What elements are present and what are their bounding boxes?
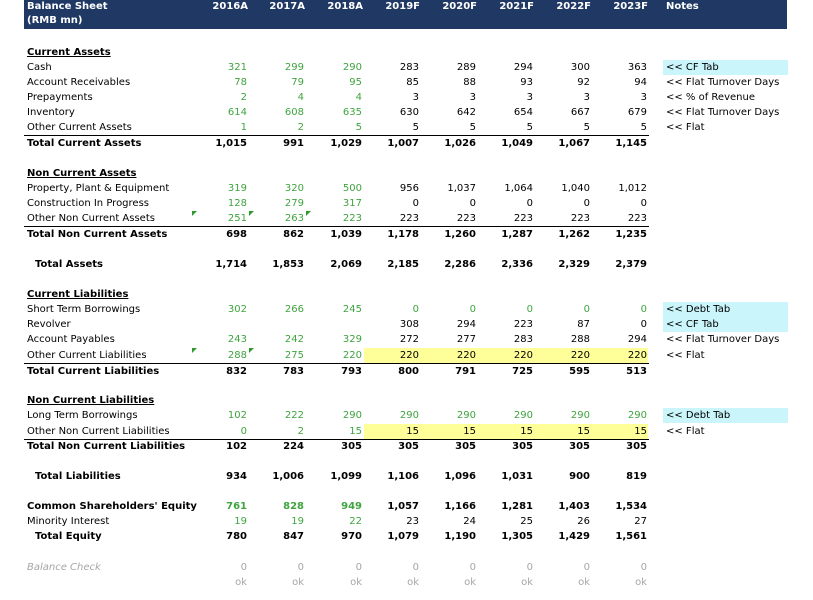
cell[interactable]: 0: [240, 562, 247, 573]
cell[interactable]: 4: [355, 92, 362, 103]
cell[interactable]: 294: [627, 334, 647, 345]
note-cell[interactable]: << Debt Tab: [663, 302, 788, 317]
cell[interactable]: 614: [227, 107, 247, 118]
cell[interactable]: 220: [513, 350, 533, 361]
cell[interactable]: 0: [640, 562, 647, 573]
cell[interactable]: 1,145: [615, 138, 647, 149]
cell[interactable]: 220: [570, 350, 590, 361]
cell[interactable]: 1,039: [330, 229, 362, 240]
cell[interactable]: 1,079: [387, 531, 419, 542]
cell[interactable]: 305: [455, 441, 476, 452]
cell[interactable]: 305: [341, 441, 362, 452]
note-cell[interactable]: << % of Revenue: [666, 92, 755, 103]
cell[interactable]: 243: [227, 334, 247, 345]
row-label: Balance Check: [27, 562, 101, 573]
cell[interactable]: 1,403: [558, 501, 590, 512]
row-other-non-current-assets[interactable]: [0, 211, 813, 226]
note-cell[interactable]: << Flat Turnover Days: [666, 107, 780, 118]
cell[interactable]: 102: [227, 410, 247, 421]
row-revolver[interactable]: [0, 317, 813, 332]
cell[interactable]: 1,281: [501, 501, 533, 512]
cell[interactable]: 1,026: [444, 138, 476, 149]
section-heading: [0, 45, 813, 60]
cell[interactable]: 1,057: [387, 501, 419, 512]
cell[interactable]: 5: [469, 122, 476, 133]
cell[interactable]: 0: [355, 562, 362, 573]
cell[interactable]: 949: [341, 501, 362, 512]
cell[interactable]: 0: [526, 198, 533, 209]
cell[interactable]: 277: [456, 334, 476, 345]
row-other-current-liabilities[interactable]: [0, 348, 813, 363]
cell[interactable]: 630: [399, 107, 419, 118]
row-label: Cash: [27, 62, 52, 73]
section-current-liabilities: Current Liabilities: [27, 289, 129, 300]
cell[interactable]: 222: [284, 410, 304, 421]
row-label: Common Shareholders' Equity: [27, 501, 197, 512]
cell[interactable]: 667: [570, 107, 590, 118]
row-common-shareholders-equity[interactable]: [0, 499, 813, 514]
cell[interactable]: 0: [583, 304, 590, 315]
cell[interactable]: 15: [406, 426, 419, 437]
row-short-term-borrowings[interactable]: [0, 302, 813, 317]
cell[interactable]: 2,329: [558, 259, 590, 270]
cell[interactable]: 1,714: [215, 259, 247, 270]
cell[interactable]: 5: [355, 122, 362, 133]
row-total-non-current-assets[interactable]: [0, 227, 813, 242]
cell[interactable]: 0: [526, 562, 533, 573]
row-other-current-assets[interactable]: [0, 120, 813, 135]
cell[interactable]: 290: [513, 410, 533, 421]
note-cell[interactable]: << CF Tab: [663, 317, 788, 332]
cell[interactable]: 0: [640, 319, 647, 330]
cell[interactable]: 780: [226, 531, 247, 542]
cell[interactable]: 0: [640, 198, 647, 209]
cell[interactable]: 1,260: [444, 229, 476, 240]
cell[interactable]: 93: [520, 77, 533, 88]
cell[interactable]: 1,190: [444, 531, 476, 542]
cell[interactable]: 289: [456, 62, 476, 73]
cell[interactable]: 1,037: [447, 183, 476, 194]
cell[interactable]: 15: [520, 426, 533, 437]
cell[interactable]: 608: [284, 107, 304, 118]
cell[interactable]: 1,012: [618, 183, 647, 194]
cell[interactable]: 1,015: [215, 138, 247, 149]
row-balance-ok[interactable]: [0, 575, 813, 590]
cell[interactable]: 251: [227, 213, 247, 224]
cell[interactable]: 783: [283, 366, 304, 377]
row-other-non-current-liabilities[interactable]: [0, 424, 813, 439]
note-cell[interactable]: << Flat: [666, 426, 705, 437]
row-label: Total Equity: [35, 531, 102, 542]
cell[interactable]: 1,099: [330, 471, 362, 482]
cell[interactable]: 308: [399, 319, 419, 330]
cell[interactable]: 266: [284, 304, 304, 315]
cell[interactable]: 294: [456, 319, 476, 330]
cell[interactable]: 305: [569, 441, 590, 452]
note-cell[interactable]: << Flat: [666, 122, 705, 133]
cell[interactable]: 15: [463, 426, 476, 437]
cell[interactable]: 275: [284, 350, 304, 361]
cell[interactable]: ok: [235, 577, 247, 588]
cell[interactable]: 288: [227, 350, 247, 361]
row-label: Other Non Current Assets: [27, 213, 155, 224]
cell[interactable]: 294: [513, 62, 533, 73]
row-balance-check[interactable]: [0, 560, 813, 575]
row-cash[interactable]: [0, 60, 813, 75]
cell[interactable]: 128: [227, 198, 247, 209]
cell[interactable]: 0: [240, 426, 247, 437]
cell[interactable]: 87: [577, 319, 590, 330]
cell[interactable]: 300: [570, 62, 590, 73]
row-label: Total Non Current Assets: [27, 229, 168, 240]
year-header: 2016A: [212, 1, 248, 12]
row-inventory[interactable]: [0, 105, 813, 120]
cell[interactable]: 223: [513, 213, 533, 224]
row-label: Total Current Liabilities: [27, 366, 160, 377]
cell[interactable]: 0: [297, 562, 304, 573]
cell[interactable]: 3: [640, 92, 647, 103]
year-header: 2021F: [499, 1, 534, 12]
cell[interactable]: 223: [399, 213, 419, 224]
cell[interactable]: 290: [456, 410, 476, 421]
cell[interactable]: 2,185: [387, 259, 419, 270]
row-label: Inventory: [27, 107, 75, 118]
cell[interactable]: 5: [583, 122, 590, 133]
cell[interactable]: 1,287: [501, 229, 533, 240]
cell[interactable]: 283: [399, 62, 419, 73]
cell[interactable]: 15: [349, 426, 362, 437]
cell[interactable]: 3: [526, 92, 533, 103]
cell[interactable]: 0: [412, 562, 419, 573]
cell[interactable]: 828: [283, 501, 304, 512]
cell[interactable]: 95: [349, 77, 362, 88]
row-total-non-current-liabilities[interactable]: [0, 439, 813, 454]
cell[interactable]: 283: [513, 334, 533, 345]
cell[interactable]: 223: [342, 213, 362, 224]
cell[interactable]: 0: [469, 304, 476, 315]
cell[interactable]: 27: [634, 516, 647, 527]
cell[interactable]: 1,029: [330, 138, 362, 149]
cell[interactable]: 23: [406, 516, 419, 527]
cell[interactable]: 1,235: [615, 229, 647, 240]
row-label: Minority Interest: [27, 516, 110, 527]
cell[interactable]: 1,166: [444, 501, 476, 512]
note-cell[interactable]: << Flat: [666, 350, 705, 361]
cell[interactable]: 832: [226, 366, 247, 377]
row-label: Total Liabilities: [35, 471, 121, 482]
row-label: Account Payables: [27, 334, 115, 345]
cell[interactable]: 15: [577, 426, 590, 437]
cell[interactable]: 679: [627, 107, 647, 118]
row-label: Revolver: [27, 319, 71, 330]
year-header: 2022F: [556, 1, 591, 12]
row-label: Property, Plant & Equipment: [27, 183, 170, 194]
sheet-unit: (RMB mn): [27, 15, 83, 26]
section-heading: [0, 166, 813, 181]
row-prepayments[interactable]: [0, 90, 813, 105]
row-total-current-assets[interactable]: [0, 136, 813, 151]
row-minority-interest[interactable]: [0, 514, 813, 529]
row-total-equity[interactable]: [0, 529, 813, 544]
cell[interactable]: 1,534: [615, 501, 647, 512]
cell[interactable]: 1,561: [615, 531, 647, 542]
cell[interactable]: 220: [627, 350, 647, 361]
row-total-liabilities[interactable]: [0, 469, 813, 484]
row-account-payables[interactable]: [0, 332, 813, 347]
section-heading: [0, 393, 813, 408]
cell[interactable]: 290: [342, 410, 362, 421]
cell[interactable]: 0: [412, 304, 419, 315]
cell[interactable]: 642: [456, 107, 476, 118]
row-label: Construction In Progress: [27, 198, 149, 209]
cell[interactable]: 2: [297, 122, 304, 133]
cell[interactable]: 2,069: [330, 259, 362, 270]
year-header: 2017A: [269, 1, 305, 12]
note-cell[interactable]: << Flat Turnover Days: [666, 77, 780, 88]
cell[interactable]: 847: [283, 531, 304, 542]
cell[interactable]: 19: [291, 516, 304, 527]
cell[interactable]: 290: [399, 410, 419, 421]
cell[interactable]: 279: [284, 198, 304, 209]
cell[interactable]: 2: [240, 92, 247, 103]
cell[interactable]: 319: [227, 183, 247, 194]
cell[interactable]: 635: [342, 107, 362, 118]
cell[interactable]: 5: [640, 122, 647, 133]
cell[interactable]: 1,064: [504, 183, 533, 194]
cell[interactable]: 2: [297, 426, 304, 437]
row-label: Total Current Assets: [27, 138, 142, 149]
note-cell[interactable]: << CF Tab: [663, 60, 788, 75]
cell[interactable]: 329: [342, 334, 362, 345]
cell[interactable]: 78: [234, 77, 247, 88]
cell[interactable]: 305: [398, 441, 419, 452]
cell[interactable]: 2,286: [444, 259, 476, 270]
cell[interactable]: 819: [626, 471, 647, 482]
cell[interactable]: 1,262: [558, 229, 590, 240]
cell[interactable]: 4: [297, 92, 304, 103]
cell[interactable]: 102: [226, 441, 247, 452]
cell[interactable]: 223: [627, 213, 647, 224]
cell[interactable]: 15: [634, 426, 647, 437]
cell[interactable]: 272: [399, 334, 419, 345]
cell[interactable]: 305: [512, 441, 533, 452]
row-label: Other Current Assets: [27, 122, 132, 133]
cell[interactable]: 0: [469, 198, 476, 209]
note-cell[interactable]: << Debt Tab: [663, 408, 788, 423]
cell[interactable]: 25: [520, 516, 533, 527]
cell[interactable]: 654: [513, 107, 533, 118]
cell[interactable]: 1,049: [501, 138, 533, 149]
cell[interactable]: 1,007: [387, 138, 419, 149]
row-construction-in-progress[interactable]: [0, 196, 813, 211]
section-non-current-assets: Non Current Assets: [27, 168, 137, 179]
cell[interactable]: 24: [463, 516, 476, 527]
year-header: 2020F: [442, 1, 477, 12]
cell[interactable]: 500: [342, 183, 362, 194]
cell[interactable]: 224: [283, 441, 304, 452]
cell[interactable]: 800: [398, 366, 419, 377]
section-non-current-liabilities: Non Current Liabilities: [27, 395, 155, 406]
cell[interactable]: 2,379: [615, 259, 647, 270]
cell[interactable]: ok: [521, 577, 533, 588]
cell[interactable]: 1,853: [272, 259, 304, 270]
cell[interactable]: 5: [526, 122, 533, 133]
row-ppe[interactable]: [0, 181, 813, 196]
cell[interactable]: 242: [284, 334, 304, 345]
cell[interactable]: 317: [342, 198, 362, 209]
row-total-current-liabilities[interactable]: [0, 364, 813, 379]
row-label: Total Non Current Liabilities: [27, 441, 186, 452]
row-label: Other Non Current Liabilities: [27, 426, 170, 437]
cell[interactable]: 1,006: [272, 471, 304, 482]
cell[interactable]: 79: [291, 77, 304, 88]
cell[interactable]: 5: [412, 122, 419, 133]
cell[interactable]: 956: [399, 183, 419, 194]
cell[interactable]: 1,031: [501, 471, 533, 482]
cell[interactable]: 290: [342, 62, 362, 73]
cell[interactable]: 791: [455, 366, 476, 377]
cell[interactable]: 0: [583, 198, 590, 209]
cell[interactable]: 88: [463, 77, 476, 88]
row-label: Total Assets: [35, 259, 103, 270]
cell[interactable]: 220: [342, 350, 362, 361]
cell[interactable]: 263: [284, 213, 304, 224]
cell[interactable]: 1,429: [558, 531, 590, 542]
cell[interactable]: 1: [240, 122, 247, 133]
cell[interactable]: 302: [227, 304, 247, 315]
cell[interactable]: 290: [627, 410, 647, 421]
year-header: 2019F: [385, 1, 420, 12]
cell[interactable]: ok: [350, 577, 362, 588]
cell[interactable]: ok: [464, 577, 476, 588]
cell[interactable]: 290: [570, 410, 590, 421]
cell[interactable]: ok: [292, 577, 304, 588]
cell[interactable]: ok: [407, 577, 419, 588]
section-current-assets: Current Assets: [27, 47, 111, 58]
cell[interactable]: 698: [226, 229, 247, 240]
row-label: Short Term Borrowings: [27, 304, 141, 315]
cell[interactable]: ok: [578, 577, 590, 588]
row-label: Other Current Liabilities: [27, 350, 147, 361]
cell[interactable]: 0: [526, 304, 533, 315]
cell[interactable]: 22: [349, 516, 362, 527]
cell[interactable]: 0: [412, 198, 419, 209]
cell[interactable]: 223: [570, 213, 590, 224]
cell[interactable]: 1,096: [444, 471, 476, 482]
section-heading: [0, 287, 813, 302]
cell[interactable]: 0: [469, 562, 476, 573]
sheet-title: Balance Sheet: [27, 1, 108, 12]
cell[interactable]: 761: [226, 501, 247, 512]
cell[interactable]: 3: [469, 92, 476, 103]
cell[interactable]: 321: [227, 62, 247, 73]
cell[interactable]: 94: [634, 77, 647, 88]
cell[interactable]: 223: [456, 213, 476, 224]
cell[interactable]: 595: [569, 366, 590, 377]
cell[interactable]: 970: [341, 531, 362, 542]
cell[interactable]: 862: [283, 229, 304, 240]
row-label: Account Receivables: [27, 77, 131, 88]
header-bar: [24, 0, 787, 29]
row-label: Prepayments: [27, 92, 93, 103]
year-header: 2023F: [613, 1, 648, 12]
cell[interactable]: 299: [284, 62, 304, 73]
cell[interactable]: 1,067: [558, 138, 590, 149]
cell[interactable]: 900: [569, 471, 590, 482]
cell[interactable]: 26: [577, 516, 590, 527]
cell[interactable]: 934: [226, 471, 247, 482]
cell[interactable]: 220: [456, 350, 476, 361]
cell[interactable]: 19: [234, 516, 247, 527]
cell[interactable]: 1,305: [501, 531, 533, 542]
cell[interactable]: 305: [626, 441, 647, 452]
cell[interactable]: 220: [399, 350, 419, 361]
year-header: 2018A: [327, 1, 363, 12]
cell[interactable]: 320: [284, 183, 304, 194]
cell[interactable]: 3: [583, 92, 590, 103]
cell[interactable]: ok: [635, 577, 647, 588]
cell[interactable]: 85: [406, 77, 419, 88]
cell[interactable]: 1,040: [561, 183, 590, 194]
cell[interactable]: 725: [512, 366, 533, 377]
cell[interactable]: 3: [412, 92, 419, 103]
row-long-term-borrowings[interactable]: [0, 408, 813, 423]
cell[interactable]: 793: [341, 366, 362, 377]
cell[interactable]: 0: [583, 562, 590, 573]
cell[interactable]: 0: [640, 304, 647, 315]
cell[interactable]: 245: [342, 304, 362, 315]
cell[interactable]: 991: [283, 138, 304, 149]
cell[interactable]: 223: [513, 319, 533, 330]
cell[interactable]: 363: [627, 62, 647, 73]
cell[interactable]: 92: [577, 77, 590, 88]
note-cell[interactable]: << Flat Turnover Days: [666, 334, 780, 345]
row-total-assets[interactable]: [0, 257, 813, 272]
row-label: Long Term Borrowings: [27, 410, 138, 421]
cell[interactable]: 2,336: [501, 259, 533, 270]
cell[interactable]: 1,106: [387, 471, 419, 482]
notes-header: Notes: [666, 1, 699, 12]
cell[interactable]: 513: [626, 366, 647, 377]
cell[interactable]: 288: [570, 334, 590, 345]
row-account-receivables[interactable]: [0, 75, 813, 90]
cell[interactable]: 1,178: [387, 229, 419, 240]
